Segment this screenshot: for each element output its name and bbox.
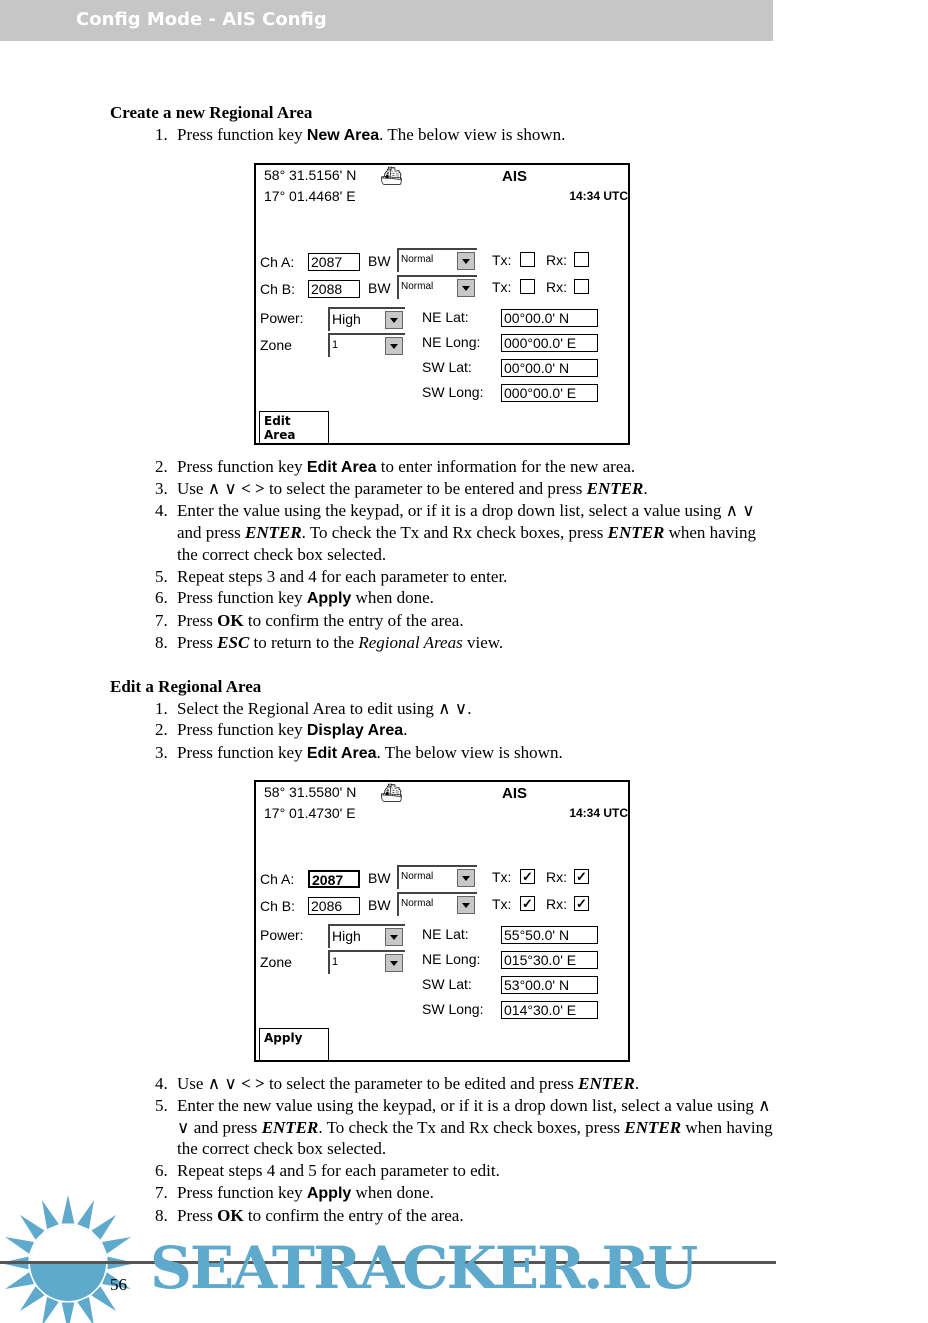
list-item	[155, 610, 775, 632]
step-text	[177, 1205, 775, 1227]
step-number: 5.	[155, 1095, 168, 1115]
step-text-part: ENTER	[607, 522, 665, 542]
list-item	[155, 587, 775, 610]
utc-time: 14:34 UTC	[569, 188, 628, 203]
step-text-part: to confirm the entry of the area.	[243, 1205, 464, 1225]
function-key-button[interactable]: Edit Area	[259, 411, 329, 443]
ne-long-label: NE Long:	[422, 333, 481, 350]
screen-title: AIS	[502, 784, 528, 802]
steps-edit	[155, 1073, 775, 1227]
list-item	[155, 456, 775, 479]
ne-lat-label: NE Lat:	[422, 925, 469, 942]
step-text-part: Enter the value using the keypad, or if it is a drop down list, select a value using ∧ ∨ and press	[177, 501, 755, 542]
step-number: 8.	[155, 632, 168, 652]
step-text	[177, 1160, 775, 1182]
list-item	[155, 719, 775, 742]
step-number: 3.	[155, 479, 168, 499]
ch-b-label: Ch B:	[260, 280, 296, 297]
step-number: 2.	[155, 456, 168, 476]
step-text-part: . The below view is shown.	[379, 124, 566, 144]
step-text-part: Repeat steps 3 and 4 for each parameter to enter.	[177, 566, 508, 586]
ch-a-input[interactable]: 2087	[308, 253, 360, 271]
ch-a-label: Ch A:	[260, 870, 295, 887]
step-number: 4.	[155, 501, 168, 521]
list-item	[155, 566, 775, 588]
step-text	[177, 478, 775, 500]
rx-b-label: Rx:	[546, 895, 567, 912]
step-text	[177, 1095, 775, 1160]
step-text-part: Edit Area	[306, 458, 377, 476]
step-text-part: .	[403, 720, 408, 740]
power-label: Power:	[260, 309, 304, 326]
step-text-part: . To check the Tx and Rx check boxes, press	[318, 1117, 625, 1137]
ch-b-input[interactable]: 2088	[308, 280, 360, 298]
select-value: High	[332, 927, 361, 944]
step-text-part: to enter information for the new area.	[376, 456, 636, 476]
screen-title: AIS	[502, 167, 528, 185]
header-bar	[0, 0, 773, 41]
step-text-part: . The below view is shown.	[376, 743, 563, 763]
chevron-down-icon[interactable]	[457, 869, 475, 887]
step-text-part: Repeat steps 4 and 5 for each parameter to edit.	[177, 1161, 500, 1181]
step-text-part: Press function key	[177, 720, 307, 740]
list-item	[155, 1073, 775, 1095]
rx-b-checkbox[interactable]	[574, 279, 589, 294]
select-value: Normal	[401, 897, 434, 909]
step-number: 1.	[155, 698, 168, 718]
rx-a-checkbox[interactable]	[574, 252, 589, 267]
select-value: Normal	[401, 870, 434, 882]
step-text	[177, 719, 775, 742]
step-text-part: Press function key	[177, 588, 307, 608]
ne-long-input[interactable]: 015°30.0' E	[501, 951, 598, 969]
step-number: 3.	[155, 743, 168, 763]
sun-logo-icon	[0, 1191, 140, 1323]
latitude-readout: 58° 31.5580' N	[264, 783, 357, 800]
zone-label: Zone	[260, 336, 292, 353]
chevron-down-icon[interactable]	[385, 311, 403, 329]
rx-b-label: Rx:	[546, 278, 567, 295]
step-text	[177, 1182, 775, 1205]
list-item	[155, 500, 775, 565]
page-footer	[0, 1231, 928, 1323]
step-text-part: when done.	[351, 588, 434, 608]
section-heading-create: Create a new Regional Area	[110, 103, 313, 122]
sw-long-label: SW Long:	[422, 1000, 484, 1017]
list-item	[155, 1205, 775, 1227]
watermark: SEATRACKER.RU	[150, 1233, 697, 1302]
ne-long-label: NE Long:	[422, 950, 481, 967]
step-text	[177, 632, 775, 654]
function-key-button[interactable]: Apply	[259, 1028, 329, 1060]
step-text-part: ESC	[217, 632, 250, 652]
step-text-part: Display Area	[306, 722, 404, 740]
rx-a-label: Rx:	[546, 868, 567, 885]
longitude-readout: 17° 01.4468' E	[264, 187, 356, 204]
step-text-part: when having the correct check box selected.	[177, 522, 756, 564]
chevron-down-icon[interactable]	[457, 279, 475, 297]
ch-b-label: Ch B:	[260, 897, 296, 914]
select-value: 1	[332, 338, 339, 351]
sw-lat-input[interactable]: 53°00.0' N	[501, 976, 598, 994]
step-text-part: .	[643, 479, 648, 499]
rx-a-checkbox[interactable]: ✓	[574, 869, 589, 884]
step-text	[177, 742, 775, 765]
step-number: 1.	[155, 124, 168, 144]
zone-label: Zone	[260, 953, 292, 970]
step-text	[177, 124, 775, 147]
ship-icon: ⛴	[380, 165, 403, 186]
sw-lat-label: SW Lat:	[422, 358, 472, 375]
step-text-part: Apply	[306, 590, 352, 608]
list-item	[155, 1095, 775, 1160]
zone-select[interactable]	[328, 950, 405, 974]
step-text-part: New Area	[306, 126, 380, 144]
ais-config-screen-new	[254, 163, 630, 445]
ne-lat-label: NE Lat:	[422, 308, 469, 325]
step-text-part: Press	[177, 611, 218, 631]
step-text-part: Press	[177, 1205, 218, 1225]
step-text-part: Enter the new value using the keypad, or if it is a drop down list, select a value using ∧ ∨ and press	[177, 1095, 771, 1137]
list-item	[155, 478, 775, 500]
step-number: 2.	[155, 720, 168, 740]
step-text-part: OK	[217, 611, 244, 631]
step-text-part: Edit Area	[306, 745, 377, 763]
ship-icon: ⛴	[380, 782, 403, 803]
bw-b-label: BW	[368, 279, 391, 296]
chevron-down-icon[interactable]	[385, 928, 403, 946]
step-text-part: to return to the	[249, 632, 359, 652]
step-text-part: to select the parameter to be entered and press	[264, 479, 587, 499]
bw-a-label: BW	[368, 252, 391, 269]
ch-b-input[interactable]: 2086	[308, 897, 360, 915]
step-text-part: < >	[241, 479, 265, 499]
step-text	[177, 1073, 775, 1095]
steps-create	[155, 456, 775, 654]
steps-create-intro	[155, 124, 775, 147]
list-item	[155, 1182, 775, 1205]
power-select[interactable]	[328, 924, 405, 948]
list-item	[155, 742, 775, 765]
step-number: 4.	[155, 1073, 168, 1093]
ne-long-input[interactable]: 000°00.0' E	[501, 334, 598, 352]
step-text	[177, 566, 775, 588]
chevron-down-icon[interactable]	[385, 954, 403, 972]
ch-a-input[interactable]: 2087	[308, 870, 360, 888]
step-number: 6.	[155, 1161, 168, 1181]
step-text-part: Select the Regional Area to edit using ∧ ∨.	[177, 698, 472, 718]
sw-lat-label: SW Lat:	[422, 975, 472, 992]
tx-b-label: Tx:	[492, 895, 512, 912]
list-item	[155, 124, 775, 147]
page-number: 56	[110, 1274, 127, 1294]
chevron-down-icon[interactable]	[457, 252, 475, 270]
step-text-part: to select the parameter to be edited and press	[264, 1073, 579, 1093]
step-text-part: ENTER	[586, 479, 644, 499]
power-label: Power:	[260, 926, 304, 943]
header-title: Config Mode - AIS Config	[76, 9, 327, 30]
bw-b-select[interactable]	[397, 892, 477, 916]
step-text-part: Press function key	[177, 456, 307, 476]
step-text-part: Press function key	[177, 1182, 307, 1202]
step-text-part: Press function key	[177, 124, 307, 144]
step-text-part: Use ∧ ∨	[177, 479, 242, 499]
step-text-part: Apply	[306, 1184, 352, 1202]
step-text	[177, 610, 775, 632]
rx-a-label: Rx:	[546, 251, 567, 268]
step-text-part: Press	[177, 632, 218, 652]
section-heading-edit: Edit a Regional Area	[110, 676, 262, 696]
step-text	[177, 500, 775, 565]
zone-select[interactable]	[328, 333, 405, 357]
ais-config-screen-edit	[254, 780, 630, 1062]
step-number: 7.	[155, 611, 168, 631]
tx-b-label: Tx:	[492, 278, 512, 295]
tx-a-checkbox[interactable]	[520, 252, 535, 267]
step-text-part: ENTER	[244, 522, 302, 542]
chevron-down-icon[interactable]	[385, 337, 403, 355]
list-item	[155, 698, 775, 720]
longitude-readout: 17° 01.4730' E	[264, 804, 356, 821]
list-item	[155, 632, 775, 654]
step-text	[177, 587, 775, 610]
step-number: 6.	[155, 588, 168, 608]
tx-a-label: Tx:	[492, 251, 512, 268]
step-text-part: when having the correct check box selected.	[177, 1117, 773, 1159]
step-text	[177, 698, 775, 720]
tx-b-checkbox[interactable]: ✓	[520, 896, 535, 911]
utc-time: 14:34 UTC	[569, 805, 628, 820]
step-text-part: when done.	[351, 1182, 434, 1202]
step-text-part: Use ∧ ∨	[177, 1073, 242, 1093]
tx-a-checkbox[interactable]: ✓	[520, 869, 535, 884]
bw-a-label: BW	[368, 869, 391, 886]
step-text-part: .	[634, 1073, 640, 1093]
select-value: Normal	[401, 280, 434, 292]
step-text	[177, 456, 775, 479]
bw-b-label: BW	[368, 896, 391, 913]
bw-a-select[interactable]	[397, 865, 477, 889]
ne-lat-input[interactable]: 00°00.0' N	[501, 309, 598, 327]
step-text-part: to confirm the entry of the area.	[243, 611, 464, 631]
tx-a-label: Tx:	[492, 868, 512, 885]
step-number: 7.	[155, 1182, 168, 1202]
step-text-part: Press function key	[177, 743, 307, 763]
step-text-part: ENTER	[578, 1073, 635, 1093]
rx-b-checkbox[interactable]: ✓	[574, 896, 589, 911]
sw-long-label: SW Long:	[422, 383, 484, 400]
bw-b-select[interactable]	[397, 275, 477, 299]
select-value: 1	[332, 955, 339, 968]
bw-a-select[interactable]	[397, 248, 477, 272]
steps-edit-intro	[155, 698, 775, 765]
step-text-part: view.	[462, 632, 504, 652]
step-text-part: . To check the Tx and Rx check boxes, press	[301, 522, 608, 542]
step-text-part: ENTER	[624, 1117, 682, 1137]
step-number: 8.	[155, 1205, 168, 1225]
page-content	[0, 41, 928, 1323]
step-text-part: Regional Areas	[358, 632, 463, 652]
select-value: Normal	[401, 253, 434, 265]
chevron-down-icon[interactable]	[457, 896, 475, 914]
ne-lat-input[interactable]: 55°50.0' N	[501, 926, 598, 944]
select-value: High	[332, 310, 361, 327]
step-text-part: OK	[217, 1205, 244, 1225]
ch-a-label: Ch A:	[260, 253, 295, 270]
tx-b-checkbox[interactable]	[520, 279, 535, 294]
step-number: 5.	[155, 566, 168, 586]
sw-long-input[interactable]: 000°00.0' E	[501, 384, 598, 402]
sw-long-input[interactable]: 014°30.0' E	[501, 1001, 598, 1019]
latitude-readout: 58° 31.5156' N	[264, 166, 357, 183]
power-select[interactable]	[328, 307, 405, 331]
sw-lat-input[interactable]: 00°00.0' N	[501, 359, 598, 377]
list-item	[155, 1160, 775, 1182]
step-text-part: < >	[241, 1073, 265, 1093]
step-text-part: ENTER	[261, 1117, 319, 1137]
